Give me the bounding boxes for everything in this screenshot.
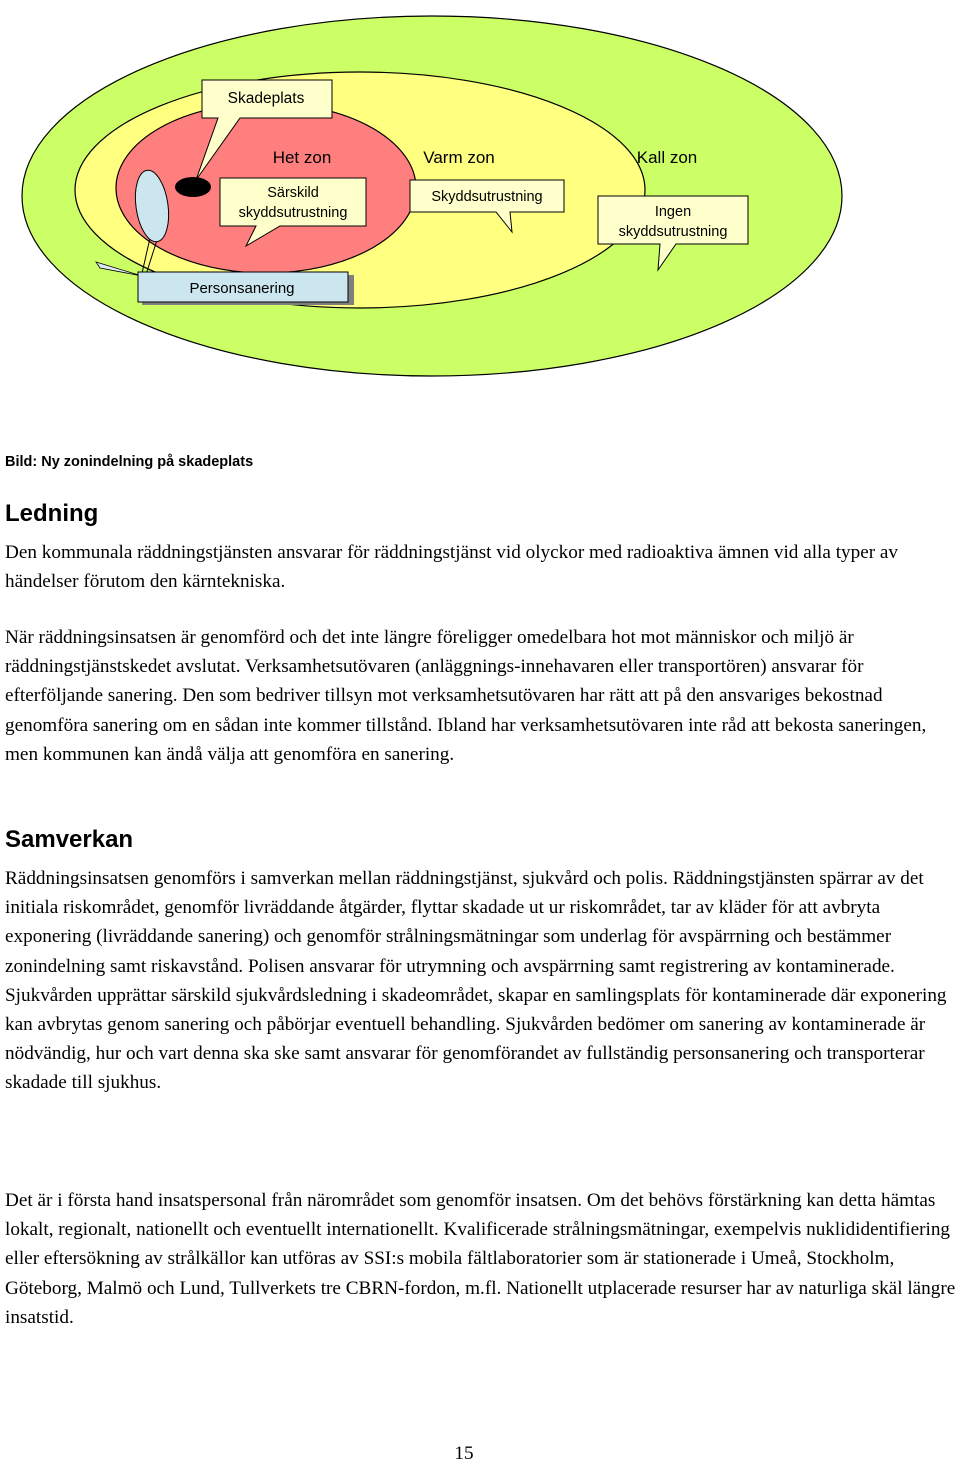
sarskild-label-line1: Särskild bbox=[267, 185, 319, 201]
incident-site-marker bbox=[175, 177, 211, 197]
ingen-label-line2: skyddsutrustning bbox=[618, 224, 728, 240]
ingen-label-line1: Ingen bbox=[654, 204, 692, 220]
personsanering-label: Personsanering bbox=[189, 280, 295, 297]
page-number: 15 bbox=[454, 1443, 474, 1464]
ledning-paragraph-2: När räddningsinsatsen är genomförd och det inte längre föreligger omedelbara hot mot människor och miljö är räddningstjänstskedet avslutat. Verksamhetsutövaren (anläggnings-innehavaren eller transportören) ansvarar för efterföljande sanering. Den som bedriver tillsyn mot verksamhetsutövaren har rätt att på den ansvariges bekostnad genomföra sanering om en sådan inte kommer tillstånd. Ibland har verksamhetsutövaren inte råd att bekosta saneringen, men kommunen kan ändå välja att genomföra en sanering. bbox=[5, 627, 927, 765]
samverkan-paragraph-1: Räddningsinsatsen genomförs i samverkan mellan räddningstjänst, sjukvård och polis. Räddningstjänsten spärrar av det initiala riskområdet, genomför livräddande åtgärder, flyttar skadade ut ur riskområdet, tar av kläder för att avbryta exponering (livräddande sanering) och genomför strålningsmätningar som underlag för avspärrning och bestämmer zonindelning samt riskavstånd. Polisen ansvarar för utrymning och avspärrning samt registrering av kontaminerade. Sjukvården upprättar särskild sjukvårdsledning i skadeområdet, skapar en samlingsplats för kontaminerade där exponering kan avbrytas genom sanering och påbörjar eventuell behandling. Sjukvården bedömer om sanering av kontaminerade är nödvändig, hur och vart denna ska ske samt ansvarar för genomförandet av fullständig personsanering och transporterar skadade till sjukhus. bbox=[5, 868, 947, 1094]
het-zon-label: Het zon bbox=[272, 148, 332, 167]
heading-samverkan: Samverkan bbox=[5, 826, 134, 853]
skyddsutrustning-label: Skyddsutrustning bbox=[431, 189, 543, 205]
zone-diagram bbox=[0, 0, 960, 440]
samverkan-paragraph-2: Det är i första hand insatspersonal från närområdet som genomför insatsen. Om det behövs förstärkning kan detta hämtas lokalt, regionalt, nationellt och eventuellt internationellt. Kvalificerade strålningsmätningar, exempelvis nuklididentifiering eller eftersökning av strålkällor kan utföras av SSI:s mobila fältlaboratorier som är stationerade i Umeå, Stockholm, Göteborg, Malmö och Lund, Tullverkets tre CBRN-fordon, m.fl. Nationellt utplacerade resurser har av naturliga skäl längre insatstid. bbox=[5, 1190, 956, 1328]
ledning-paragraph-1: Den kommunala räddningstjänsten ansvarar för räddningstjänst vid olyckor med radioaktiva ämnen vid alla typer av händelser förutom den kärntekniska. bbox=[5, 542, 899, 593]
heading-ledning: Ledning bbox=[5, 500, 99, 527]
sarskild-label-line2: skyddsutrustning bbox=[238, 205, 348, 221]
figure-caption: Bild: Ny zonindelning på skadeplats bbox=[5, 454, 254, 470]
varm-zon-label: Varm zon bbox=[423, 148, 495, 167]
kall-zon-label: Kall zon bbox=[636, 148, 698, 167]
skadeplats-label: Skadeplats bbox=[227, 90, 305, 107]
